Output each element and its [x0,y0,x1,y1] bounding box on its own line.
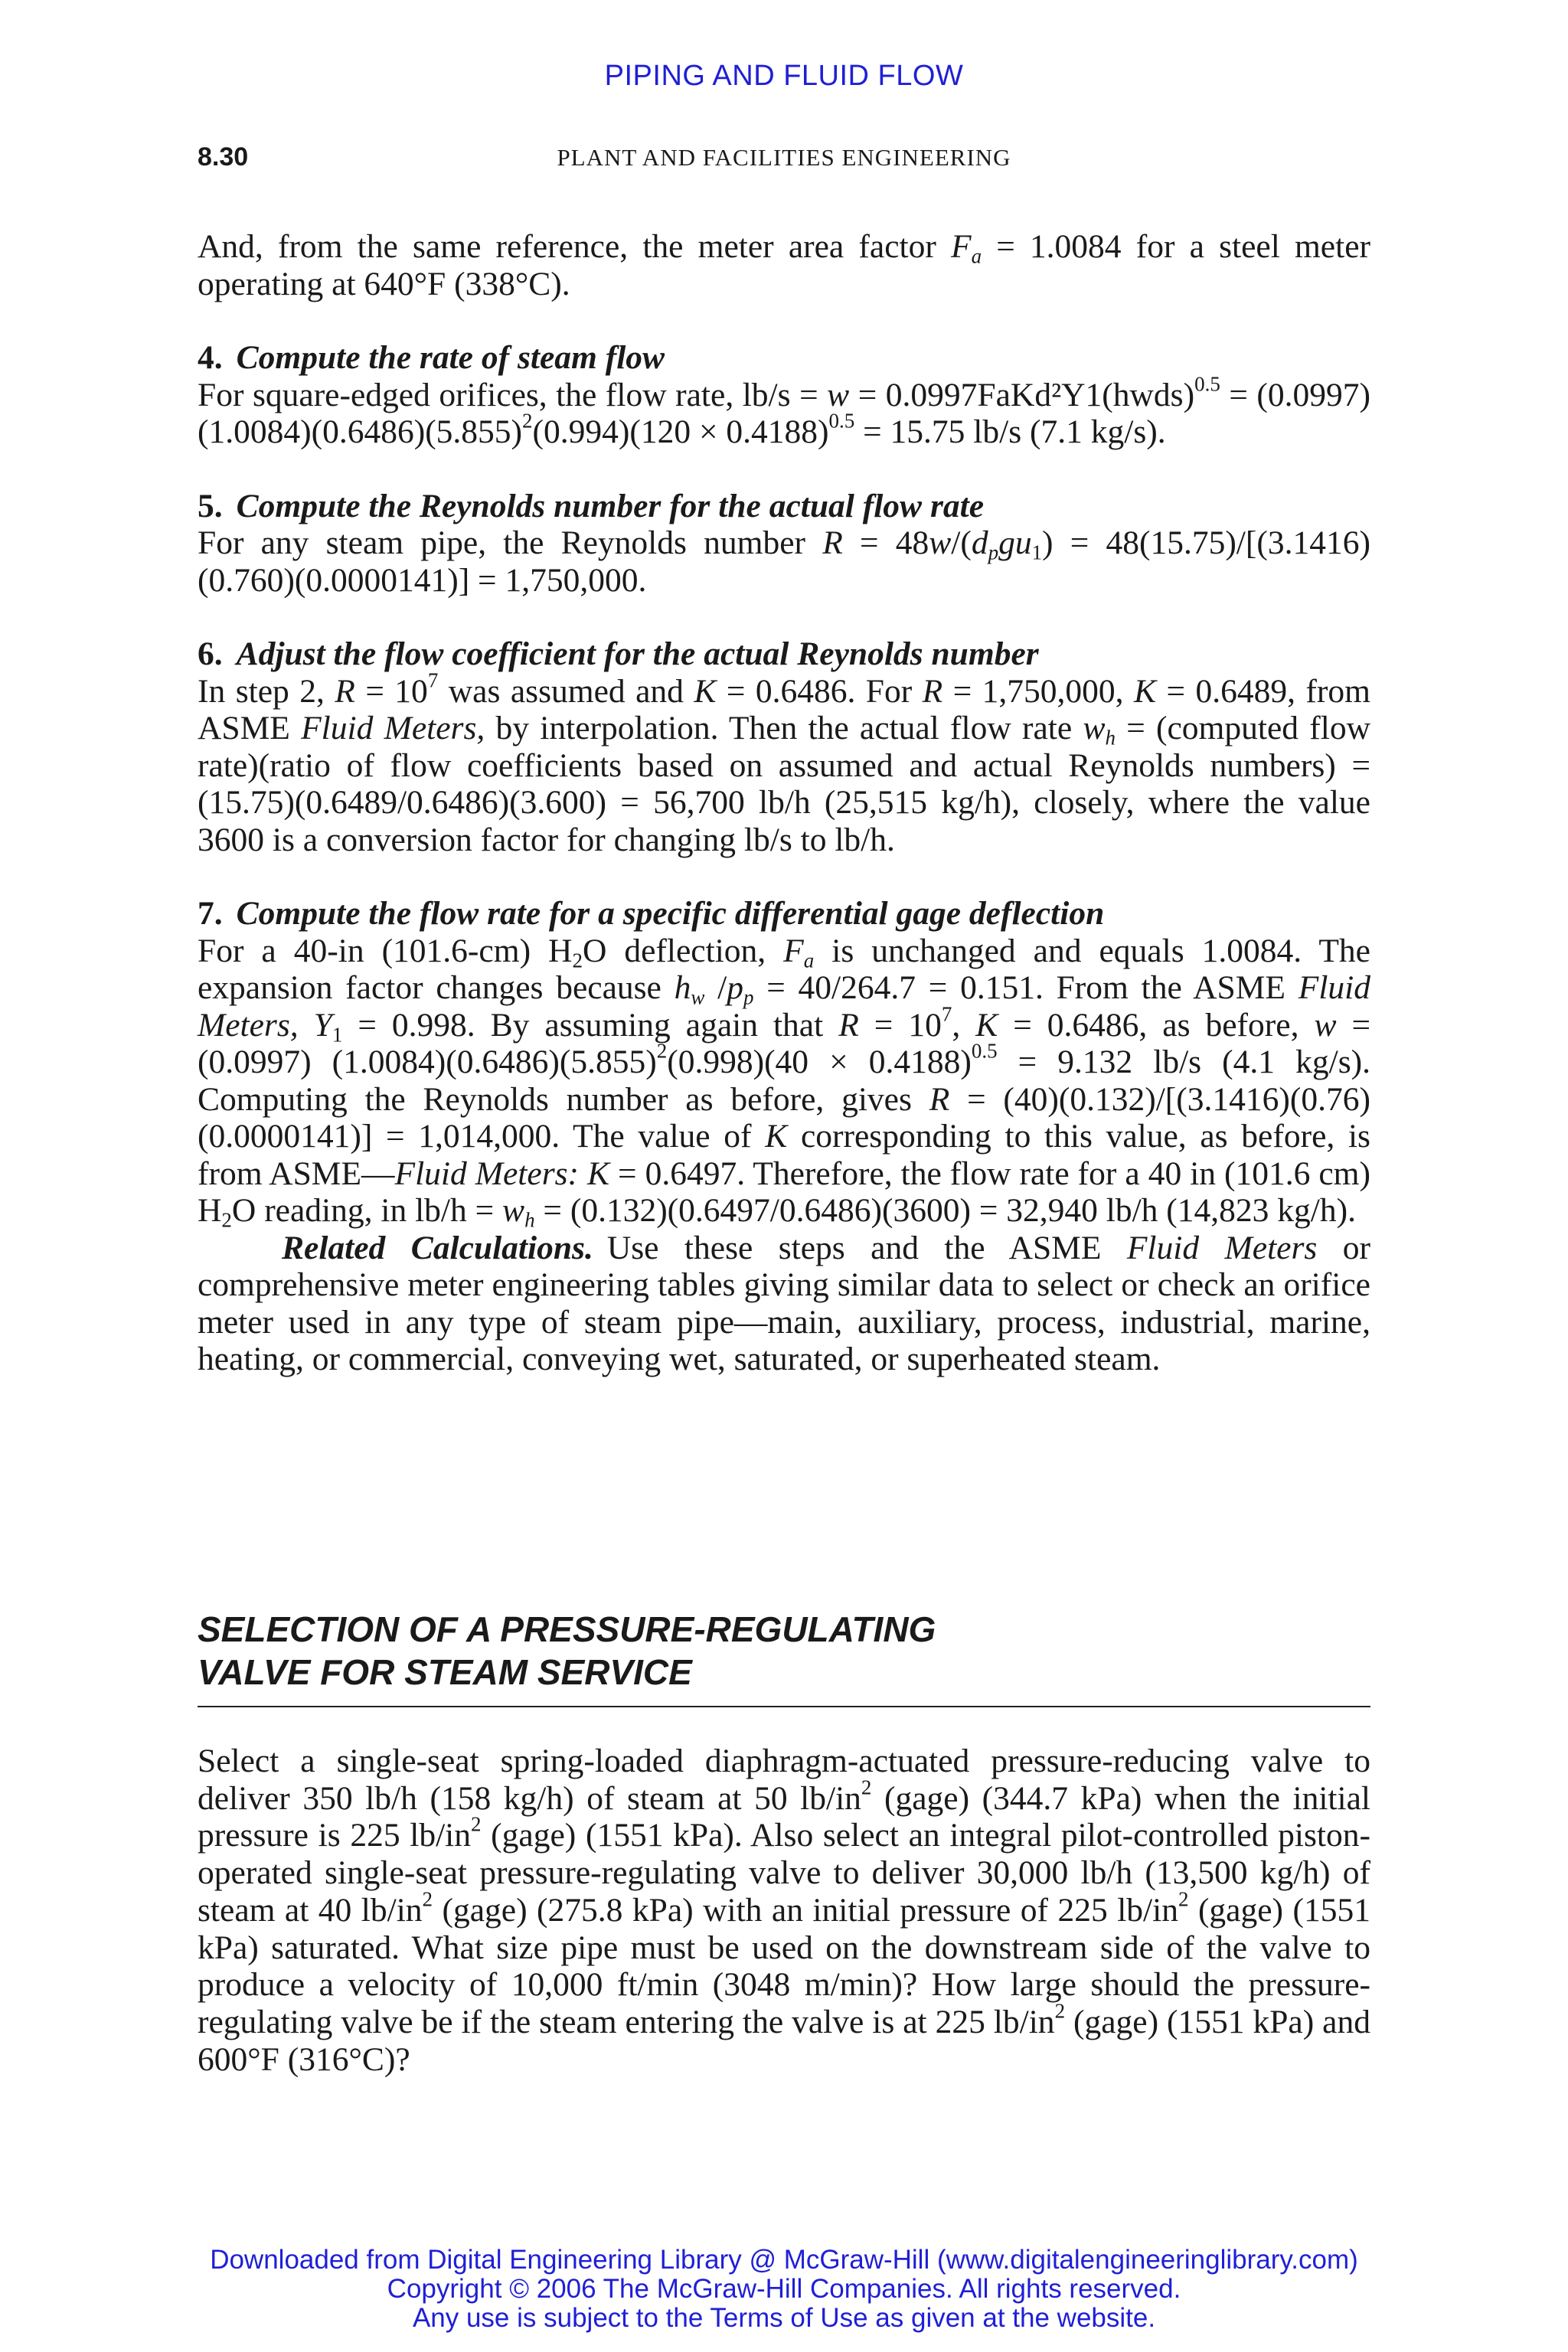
step-title: Compute the flow rate for a specific differential gage deflection [236,895,1105,932]
step-heading [198,339,1370,377]
related-calculations [198,1230,1370,1378]
section-title-line-1: SELECTION OF A PRESSURE-REGULATING [198,1609,936,1649]
step-6 [198,635,1370,858]
section-title-line-2: VALVE FOR STEAM SERVICE [198,1652,692,1692]
step-heading [198,488,1370,525]
problem-statement [198,1743,1370,2078]
top-link[interactable]: PIPING AND FLUID FLOW [604,60,964,92]
step-number: 6. [198,635,223,672]
step-body: For square-edged orifices, the flow rate, lb/s = w = 0.0997FaKd²Y1(hwds)$^{0.5}$ = $(0.0997)(1.0084)(0.6486)(5.855)^2(0.994)(120 \times 0.4188)^{0.5} = 15.75$ lb/s (7.1 kg/s). [198,372,1370,450]
footer-terms: Any use is subject to the Terms of Use as given at the website. [412,2303,1156,2333]
step-title: Compute the rate of steam flow [236,339,665,376]
intro-paragraph: And, from the same reference, the meter area factor $F_a = 1.0084$ for a steel meter operating at 640°F (338°C). [198,228,1370,302]
running-head [198,142,1370,181]
step-number: 4. [198,339,223,376]
step-7 [198,895,1370,1378]
footer [0,2246,1568,2333]
step-title: Compute the Reynolds number for the actual flow rate [236,487,985,524]
step-body: For a 40-in (101.6-cm) $H_2O$ deflection, $F_a$ is unchanged and equals 1.0084. The expansion factor changes because $h_w$ $/p_p = 40/264.7 = 0.151$. From the ASME Fluid Meters, $Y_1 = 0.998$. By assuming again that $R = 10^7$, K = 0.6486, as before, w = (0.0997) $(1.0084)(0.6486)(5.855)^2(0.998)(40 \times 0.4188)^{0.5} = 9.132$ lb/s (4.1 kg/s). Computing the Reynolds number as before, gives R = (40)(0.132)/[(3.1416)(0.76)(0.0000141)] = 1,014,000. The value of K corresponding to this value, as before, is from ASME—Fluid Meters: K = 0.6497. Therefore, the flow rate for a 40 in (101.6 cm) $H_2O$ reading, in $lb/h = w_h = (0.132)(0.6497/0.6486)(3600) = 32,940$ lb/h (14,823 kg/h). [198,932,1371,1232]
step-body: For any steam pipe, the Reynolds number $R = 48w/(d_pgu_1) = 48(15.75)/[(3.1416)(0.760)(0.0000141)] = 1,750,000$. [198,524,1370,599]
footer-download-link[interactable]: Downloaded from Digital Engineering Library @ McGraw-Hill (www.digitalengineeringlibrary.com) [210,2245,1358,2275]
page-number: 8.30 [198,142,249,172]
main-content [198,228,1370,1378]
related-body: Use these steps and the ASME Fluid Meters or comprehensive meter engineering tables giving similar data to select or check an orifice meter used in any type of steam pipe—main, auxiliary, process, industrial, marine, heating, or commercial, conveying wet, saturated, or superheated steam. [198,1229,1370,1377]
step-number: 7. [198,895,223,932]
step-title: Adjust the flow coefficient for the actual Reynolds number [236,635,1039,672]
step-heading [198,635,1370,673]
book-title: PLANT AND FACILITIES ENGINEERING [557,144,1011,171]
section-title [198,1608,1370,1707]
step-4 [198,339,1370,451]
footer-copyright: Copyright © 2006 The McGraw-Hill Companies. All rights reserved. [387,2274,1181,2304]
step-5 [198,488,1370,599]
step-body: In step 2, $R = 10^7$ was assumed and K = 0.6486. For R = 1,750,000, K = 0.6489, from ASME Fluid Meters, by interpolation. Then the actual flow rate $w_h$ = (computed flow rate)(ratio of flow coefficients based on assumed and actual Reynolds numbers) = (15.75)(0.6489/0.6486)(3.600) = 56,700 lb/h (25,515 kg/h), closely, where the value 3600 is a conversion factor for changing lb/s to lb/h. [198,668,1370,858]
step-number: 5. [198,487,223,524]
problem-body: Select a single-seat spring-loaded diaphragm-actuated pressure-reducing valve to deliver 350 lb/h (158 kg/h) of steam at 50 $lb/in^2$ (gage) (344.7 kPa) when the initial pressure is 225 $lb/in^2$ (gage) (1551 kPa). Also select an integral pilot-controlled piston-operated single-seat pressure-regulating valve to deliver 30,000 lb/h (13,500 kg/h) of steam at 40 $lb/in^2$ (gage) (275.8 kPa) with an initial pressure of 225 $lb/in^2$ (gage) (1551 kPa) saturated. What size pipe must be used on the downstream side of the valve to produce a velocity of 10,000 ft/min (3048 m/min)? How large should the pressure-regulating valve be if the steam entering the valve is at 225 $lb/in^2$ (gage) (1551 kPa) and 600°F (316°C)? [198,1743,1370,2078]
related-title: Related Calculations. [282,1229,593,1266]
step-heading [198,895,1370,933]
